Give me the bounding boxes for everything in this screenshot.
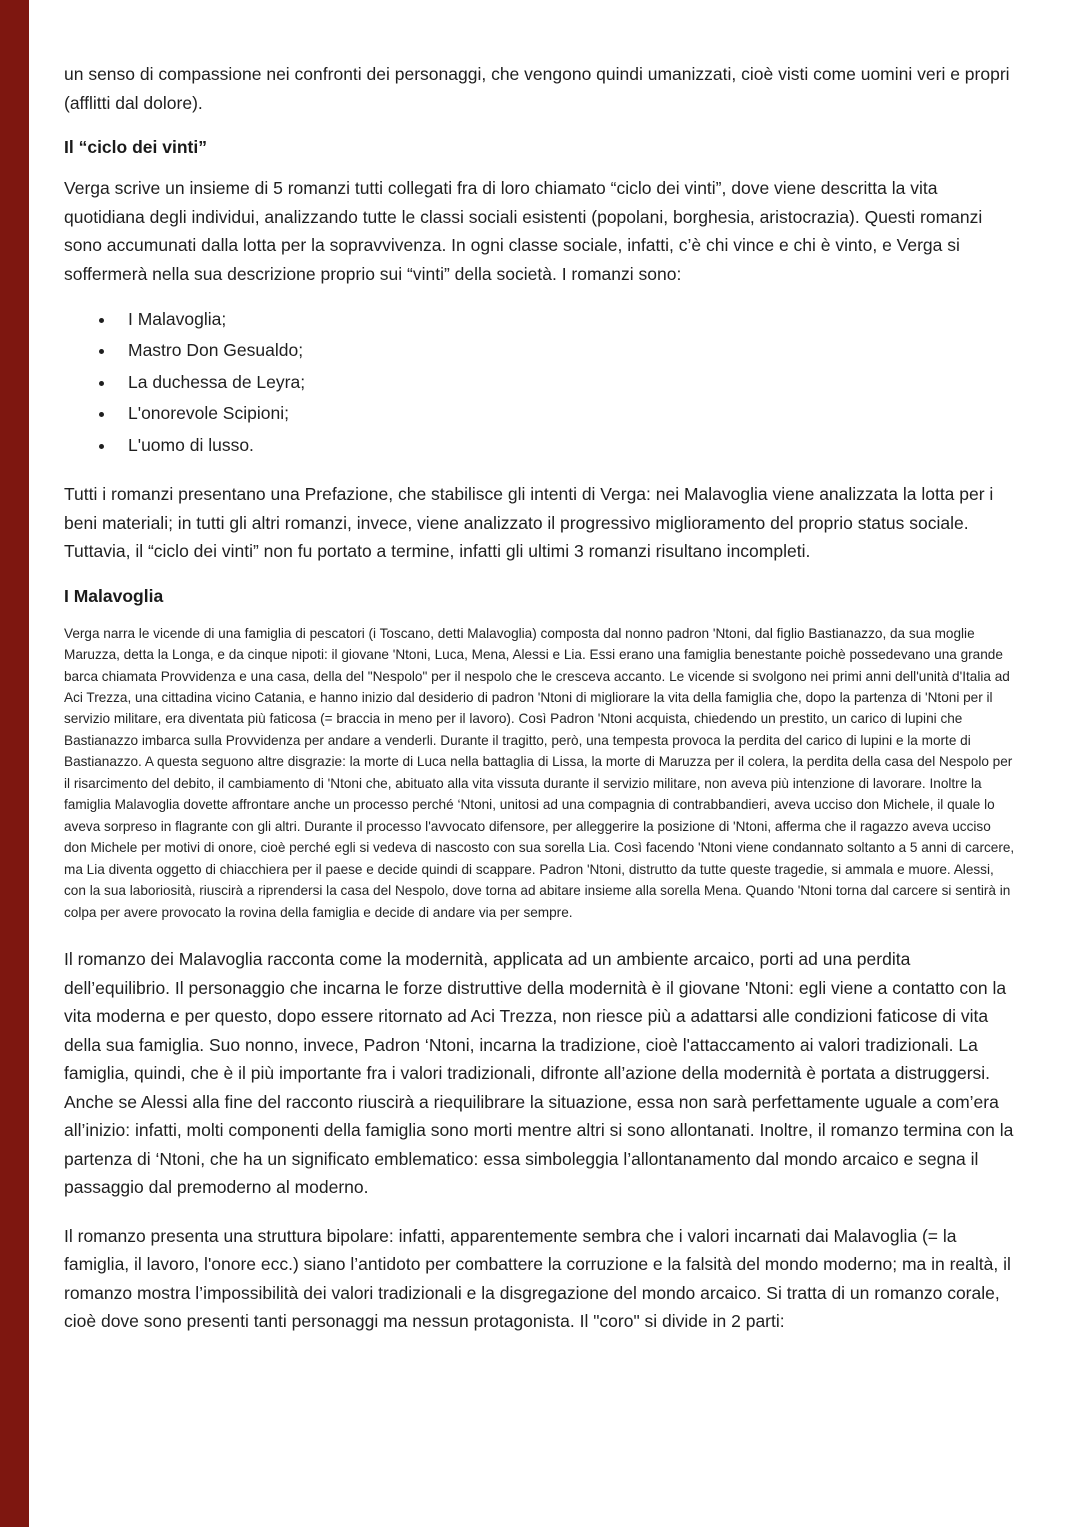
list-item-duchessa-de-leyra: • La duchessa de Leyra;: [116, 371, 1016, 393]
list-item-mastro-don-gesualdo: • Mastro Don Gesualdo;: [116, 339, 1016, 361]
document-page: [64, 60, 1016, 1356]
paragraph-ciclo-dei-vinti: Verga scrive un insieme di 5 romanzi tutti collegati fra di loro chiamato “ciclo dei vinti”, dove viene descritta la vita quotidiana degli individui, analizzando tutte le classi sociali esistenti (popolani, borghesia, aristocrazia). Questi romanzi sono accumunati dalla lotta per la sopravvivenza. In ogni classe sociale, infatti, c’è chi vince e chi è vinto, e Verga si soffermerà nella sua descrizione proprio sui “vinti” della società. I romanzi sono:: [64, 178, 983, 284]
paragraph-trama-malavoglia: Verga narra le vicende di una famiglia di pescatori (i Toscano, detti Malavoglia) composta dal nonno padron 'Ntoni, dal figlio Bastianazzo, da sua moglie Maruzza, detta la Longa, e da cinque nipoti: il giovane 'Ntoni, Luca, Mena, Alessi e Lia. Essi erano una famiglia benestante poichè possedevano una grande barca chiamata Provvidenza e una casa, della del "Nespolo" per il nespolo che le cresceva accanto. Le vicende si svolgono nei primi anni dell'unità d'Italia ad Aci Trezza, una cittadina vicino Catania, e hanno inizio dal desiderio di padron 'Ntoni di migliorare la vita della famiglia che, dopo la partenza di 'Ntoni per il servizio militare, era diventata più faticosa (= braccia in meno per il lavoro). Così Padron 'Ntoni acquista, chiedendo un prestito, un carico di lupini che Bastianazzo imbarca sulla Provvidenza per andare a venderli. Durante il tragitto, però, una tempesta provoca la perdita del carico di lupini e la morte di Bastianazzo. A questa seguono altre disgrazie: la morte di Luca nella battaglia di Lissa, la morte di Maruzza per il colera, la perdita della casa del Nespolo per il risarcimento del debito, il cambiamento di 'Ntoni che, abituato alla vita vissuta durante il servizio militare, non aveva più intenzione di lavorare. Inoltre la famiglia Malavoglia dovette affrontare anche un processo perché ‘Ntoni, unitosi ad una compagnia di contrabbandieri, aveva ucciso don Michele, il quale lo aveva sorpreso in flagrante con gli altri. Durante il processo l'avvocato difensore, per alleggerire la posizione di 'Ntoni, afferma che il ragazzo aveva ucciso don Michele per motivi di onore, cioè perché egli si vedeva di nascosto con sua sorella Lia. Così facendo 'Ntoni viene condannato soltanto a 5 anni di carcere, ma Lia diventa oggetto di chiacchiera per il paese e decide quindi di scappare. Padron 'Ntoni, distrutto da tutte queste tragedie, si ammala e muore. Alessi, con la sua laboriosità, riuscirà a riprendersi la casa del Nespolo, dove torna ad abitare insieme alla sorella Mena. Quando 'Ntoni torna dal carcere si sentirà in colpa per avere provocato la rovina della famiglia e decide di andare via per sempre.: [64, 625, 1015, 920]
paragraph-compassione: un senso di compassione nei confronti dei personaggi, che vengono quindi umanizzati, cioè visti come uomini veri e propri (afflitti dal dolore).: [64, 64, 1010, 113]
page-edge-accent-bar: [0, 0, 29, 1527]
list-item-onorevole-scipioni: • L'onorevole Scipioni;: [116, 402, 1016, 424]
heading-ciclo-dei-vinti: Il “ciclo dei vinti”: [64, 137, 207, 158]
list-item-uomo-di-lusso: • L'uomo di lusso.: [116, 434, 1016, 456]
heading-i-malavoglia: I Malavoglia: [64, 585, 164, 606]
paragraph-prefazione: Tutti i romanzi presentano una Prefazione, che stabilisce gli intenti di Verga: nei Malavoglia viene analizzata la lotta per i beni materiali; in tutti gli altri romanzi, invece, viene analizzato il progressivo miglioramento del proprio status sociale. Tuttavia, il “ciclo dei vinti” non fu portato a termine, infatti gli ultimi 3 romanzi risultano incompleti.: [64, 484, 994, 562]
list-item-malavoglia: • I Malavoglia;: [116, 308, 1016, 330]
novel-list: [116, 308, 1016, 456]
paragraph-modernita: Il romanzo dei Malavoglia racconta come la modernità, applicata ad un ambiente arcaico, porti ad una perdita dell’equilibrio. Il personaggio che incarna le forze distruttive della modernità è il giovane 'Ntoni: egli viene a contatto con la vita moderna e per questo, dopo essere ritornato ad Aci Trezza, non riesce più a adattarsi alle condizioni faticose di vita della sua famiglia. Suo nonno, invece, Padron ‘Ntoni, incarna la tradizione, cioè l'attaccamento ai valori tradizionali. La famiglia, quindi, che è il più importante fra i valori tradizionali, difronte all’azione della modernità è portata a distruggersi. Anche se Alessi alla fine del racconto riuscirà a riequilibrare la situazione, essa non sarà perfettamente uguale a com’era all’inizio: infatti, molti componenti della famiglia sono morti mentre altri si sono allontanati. Inoltre, il romanzo termina con la partenza di ‘Ntoni, che ha un significato emblematico: essa simboleggia l’allontanamento dal mondo arcaico e segna il passaggio dal premoderno al moderno.: [64, 949, 1014, 1198]
paragraph-struttura-bipolare: Il romanzo presenta una struttura bipolare: infatti, apparentemente sembra che i valori incarnati dai Malavoglia (= la famiglia, il lavoro, l'onore ecc.) siano l’antidoto per combattere la corruzione e la falsità del mondo moderno; ma in realtà, il romanzo mostra l’impossibilità dei valori tradizionali e la disgregazione del mondo arcaico. Si tratta di un romanzo corale, cioè dove sono presenti tanti personaggi ma nessun protagonista. Il "coro" si divide in 2 parti:: [64, 1225, 1011, 1332]
